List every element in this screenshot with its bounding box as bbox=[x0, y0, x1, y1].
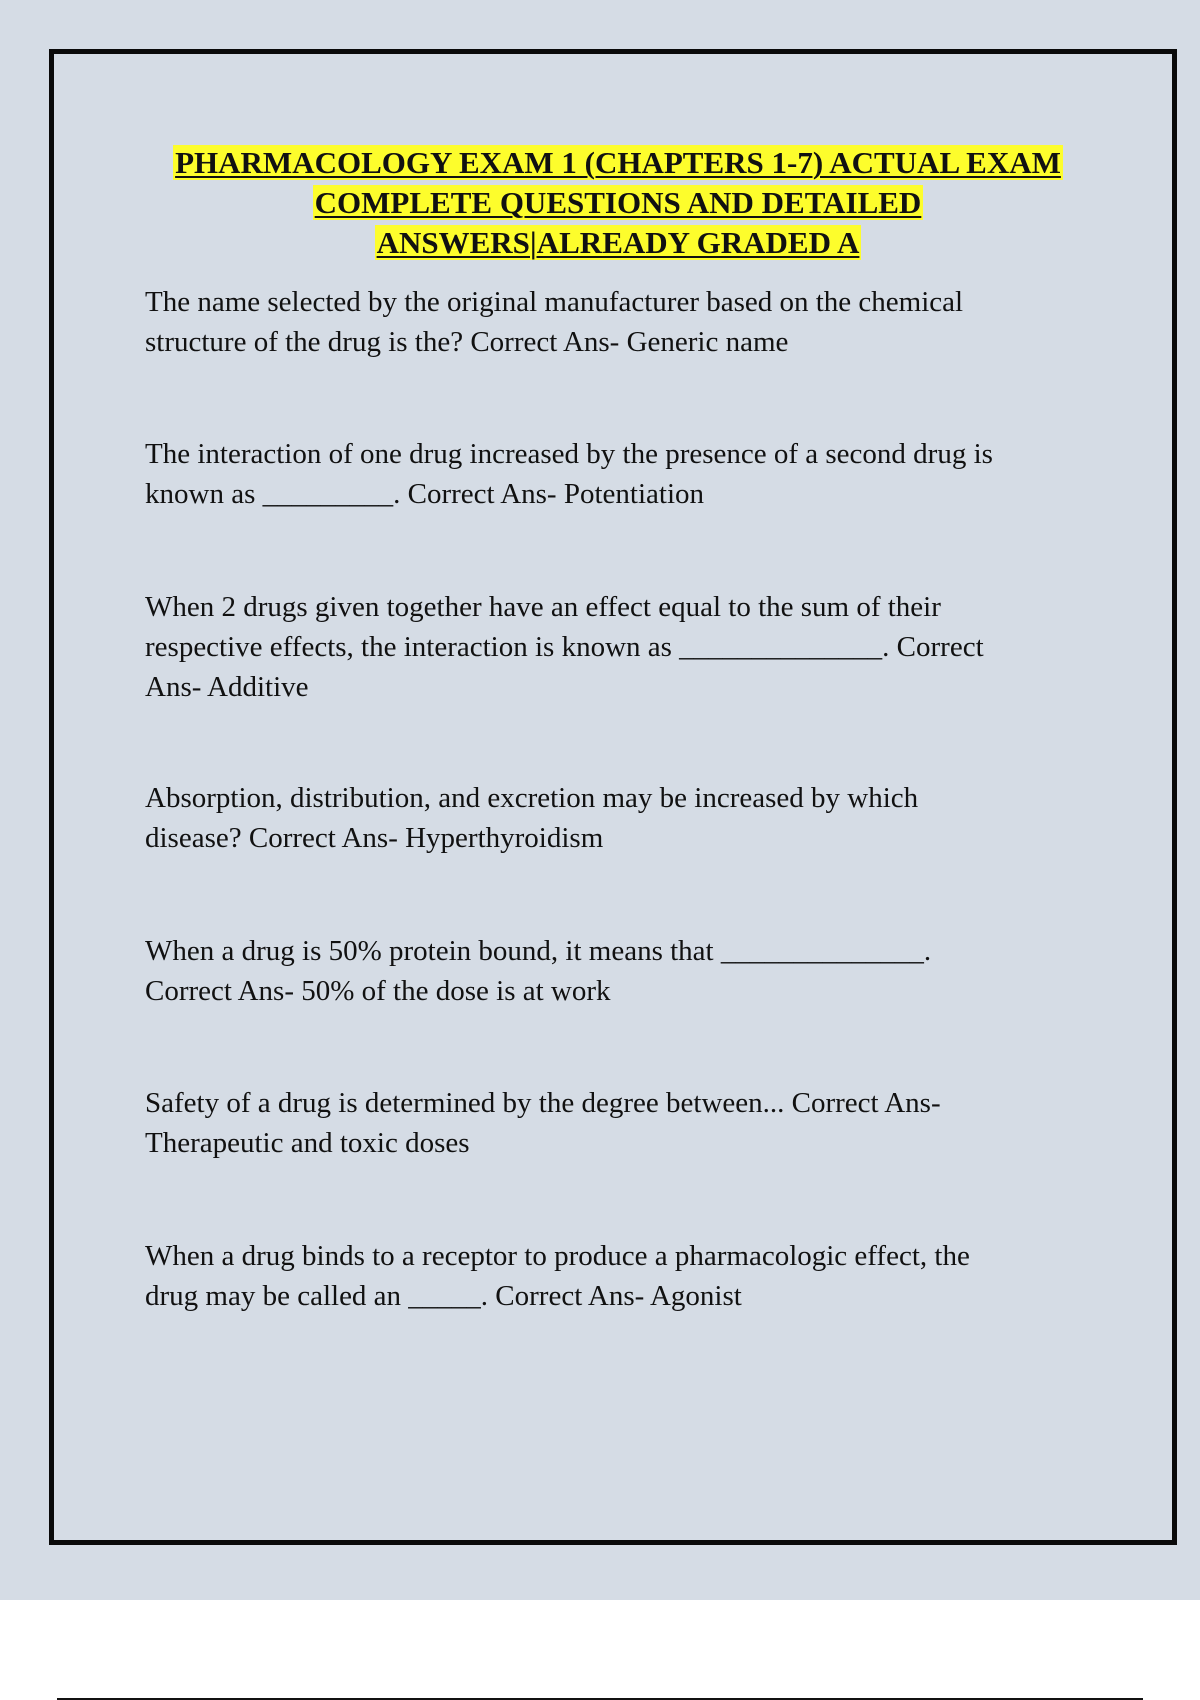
qa-line: drug may be called an _____. Correct Ans- Agonist bbox=[145, 1280, 742, 1312]
qa-item-generic-name bbox=[145, 282, 1105, 362]
qa-line: The name selected by the original manufacturer based on the chemical bbox=[145, 286, 964, 318]
title-line bbox=[100, 183, 1136, 223]
document-title bbox=[100, 143, 1136, 263]
qa-item-additive bbox=[145, 587, 1105, 707]
title-line bbox=[100, 143, 1136, 183]
qa-line: respective effects, the interaction is known as ______________. Correct bbox=[145, 631, 984, 663]
qa-line: disease? Correct Ans- Hyperthyroidism bbox=[145, 822, 604, 854]
title-highlight: ANSWERS|ALREADY GRADED A bbox=[376, 225, 860, 260]
title-highlight: PHARMACOLOGY EXAM 1 (CHAPTERS 1-7) ACTUAL EXAM bbox=[175, 145, 1061, 180]
qa-item-protein-bound bbox=[145, 931, 1105, 1011]
qa-item-hyperthyroidism bbox=[145, 778, 1105, 858]
qa-line: structure of the drug is the? Correct Ans- Generic name bbox=[145, 326, 789, 358]
qa-line: Safety of a drug is determined by the degree between... Correct Ans- bbox=[145, 1087, 941, 1119]
qa-line: When 2 drugs given together have an effect equal to the sum of their bbox=[145, 591, 941, 623]
qa-item-agonist bbox=[145, 1236, 1105, 1316]
qa-line: Correct Ans- 50% of the dose is at work bbox=[145, 975, 611, 1007]
title-line bbox=[100, 223, 1136, 263]
qa-line: Absorption, distribution, and excretion may be increased by which bbox=[145, 782, 919, 814]
qa-line: When a drug is 50% protein bound, it means that ______________. bbox=[145, 935, 932, 967]
qa-line: When a drug binds to a receptor to produce a pharmacologic effect, the bbox=[145, 1240, 970, 1272]
qa-line: The interaction of one drug increased by the presence of a second drug is bbox=[145, 438, 993, 470]
title-highlight: COMPLETE QUESTIONS AND DETAILED bbox=[314, 185, 922, 220]
qa-item-potentiation bbox=[145, 434, 1105, 514]
qa-line: known as _________. Correct Ans- Potentiation bbox=[145, 478, 705, 510]
qa-item-therapeutic-toxic bbox=[145, 1083, 1105, 1163]
qa-line: Therapeutic and toxic doses bbox=[145, 1127, 470, 1159]
qa-line: Ans- Additive bbox=[145, 671, 309, 703]
